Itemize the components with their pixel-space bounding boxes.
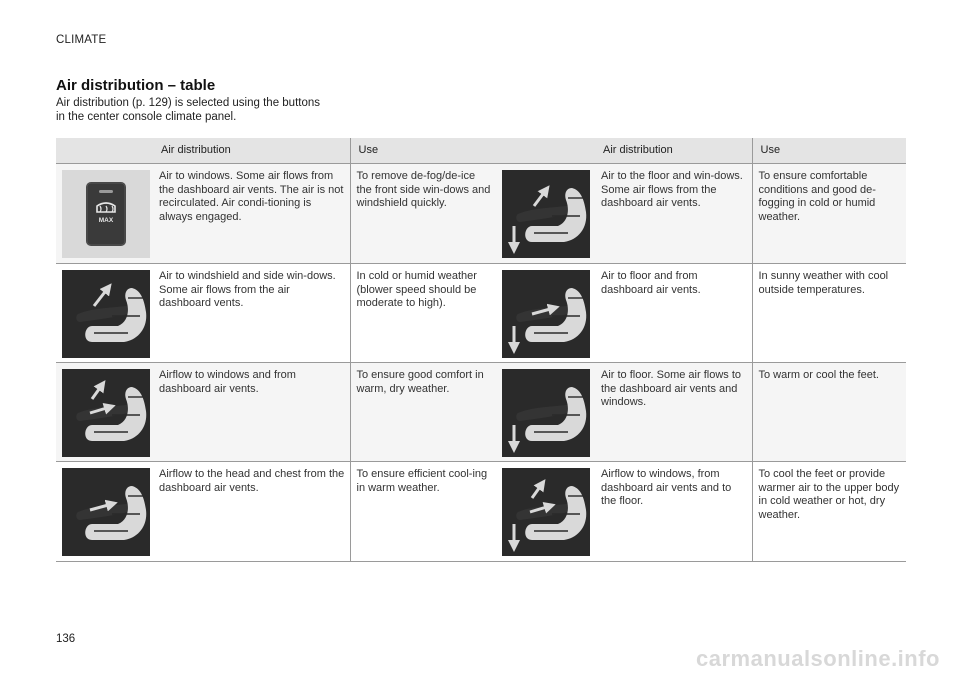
seat-airflow-windows-dashboard-icon bbox=[62, 369, 150, 457]
use-cell: To ensure good comfort in warm, dry weather. bbox=[350, 363, 496, 462]
air-distribution-cell: Airflow to windows, from dashboard air vents and to the floor. bbox=[595, 462, 752, 562]
image-cell bbox=[496, 264, 595, 363]
image-cell bbox=[56, 264, 153, 363]
table-row bbox=[56, 363, 906, 462]
air-distribution-cell: Air to windows. Some air flows from the dashboard air vents. The air is not recirculated. Air condi-tioning is always engaged. bbox=[153, 164, 350, 264]
watermark: carmanualsonline.info bbox=[696, 646, 940, 671]
page-title: Air distribution – table bbox=[56, 77, 216, 94]
page-number: 136 bbox=[56, 633, 76, 645]
svg-text:MAX: MAX bbox=[98, 217, 114, 224]
seat-airflow-windows-floor-icon bbox=[502, 170, 590, 258]
table-header-row bbox=[56, 138, 906, 164]
defroster-max-button-icon bbox=[62, 170, 150, 258]
seat-airflow-floor-dashboard-icon bbox=[502, 270, 590, 358]
image-cell bbox=[496, 462, 595, 562]
header-image-cell-left bbox=[56, 138, 153, 164]
header-air-distribution-left: Air distribution bbox=[153, 138, 350, 164]
table-row bbox=[56, 462, 906, 562]
seat-airflow-all-icon bbox=[502, 468, 590, 556]
air-distribution-cell: Airflow to windows and from dashboard air vents. bbox=[153, 363, 350, 462]
air-distribution-cell: Air to the floor and win-dows. Some air flows from the dashboard air vents. bbox=[595, 164, 752, 264]
seat-airflow-floor-icon bbox=[502, 369, 590, 457]
air-distribution-table bbox=[56, 138, 906, 562]
air-distribution-cell: Air to floor. Some air flows to the dashboard air vents and windows. bbox=[595, 363, 752, 462]
air-distribution-cell: Air to windshield and side win-dows. Some air flows from the air dashboard vents. bbox=[153, 264, 350, 363]
section-header: CLIMATE bbox=[56, 34, 107, 46]
table-row bbox=[56, 264, 906, 363]
image-cell bbox=[56, 164, 153, 264]
header-air-distribution-right: Air distribution bbox=[595, 138, 752, 164]
image-cell bbox=[496, 164, 595, 264]
table-row bbox=[56, 164, 906, 264]
use-cell: To ensure comfortable conditions and good de-fogging in cold or humid weather. bbox=[752, 164, 906, 264]
header-use-left: Use bbox=[350, 138, 496, 164]
header-image-cell-right bbox=[496, 138, 595, 164]
use-cell: To remove de-fog/de-ice the front side win-dows and windshield quickly. bbox=[350, 164, 496, 264]
use-cell: In sunny weather with cool outside temperatures. bbox=[752, 264, 906, 363]
seat-airflow-head-chest-icon bbox=[62, 468, 150, 556]
use-cell: To ensure efficient cool-ing in warm weather. bbox=[350, 462, 496, 562]
air-distribution-cell: Air to floor and from dashboard air vents. bbox=[595, 264, 752, 363]
use-cell: To cool the feet or provide warmer air to the upper body in cold weather or hot, dry weather. bbox=[752, 462, 906, 562]
image-cell bbox=[56, 462, 153, 562]
header-use-right: Use bbox=[752, 138, 906, 164]
image-cell bbox=[496, 363, 595, 462]
use-cell: To warm or cool the feet. bbox=[752, 363, 906, 462]
use-cell: In cold or humid weather (blower speed should be moderate to high). bbox=[350, 264, 496, 363]
intro-text: Air distribution (p. 129) is selected using the buttons in the center console climate panel. bbox=[56, 97, 321, 123]
seat-airflow-windshield-icon bbox=[62, 270, 150, 358]
image-cell bbox=[56, 363, 153, 462]
air-distribution-cell: Airflow to the head and chest from the dashboard air vents. bbox=[153, 462, 350, 562]
